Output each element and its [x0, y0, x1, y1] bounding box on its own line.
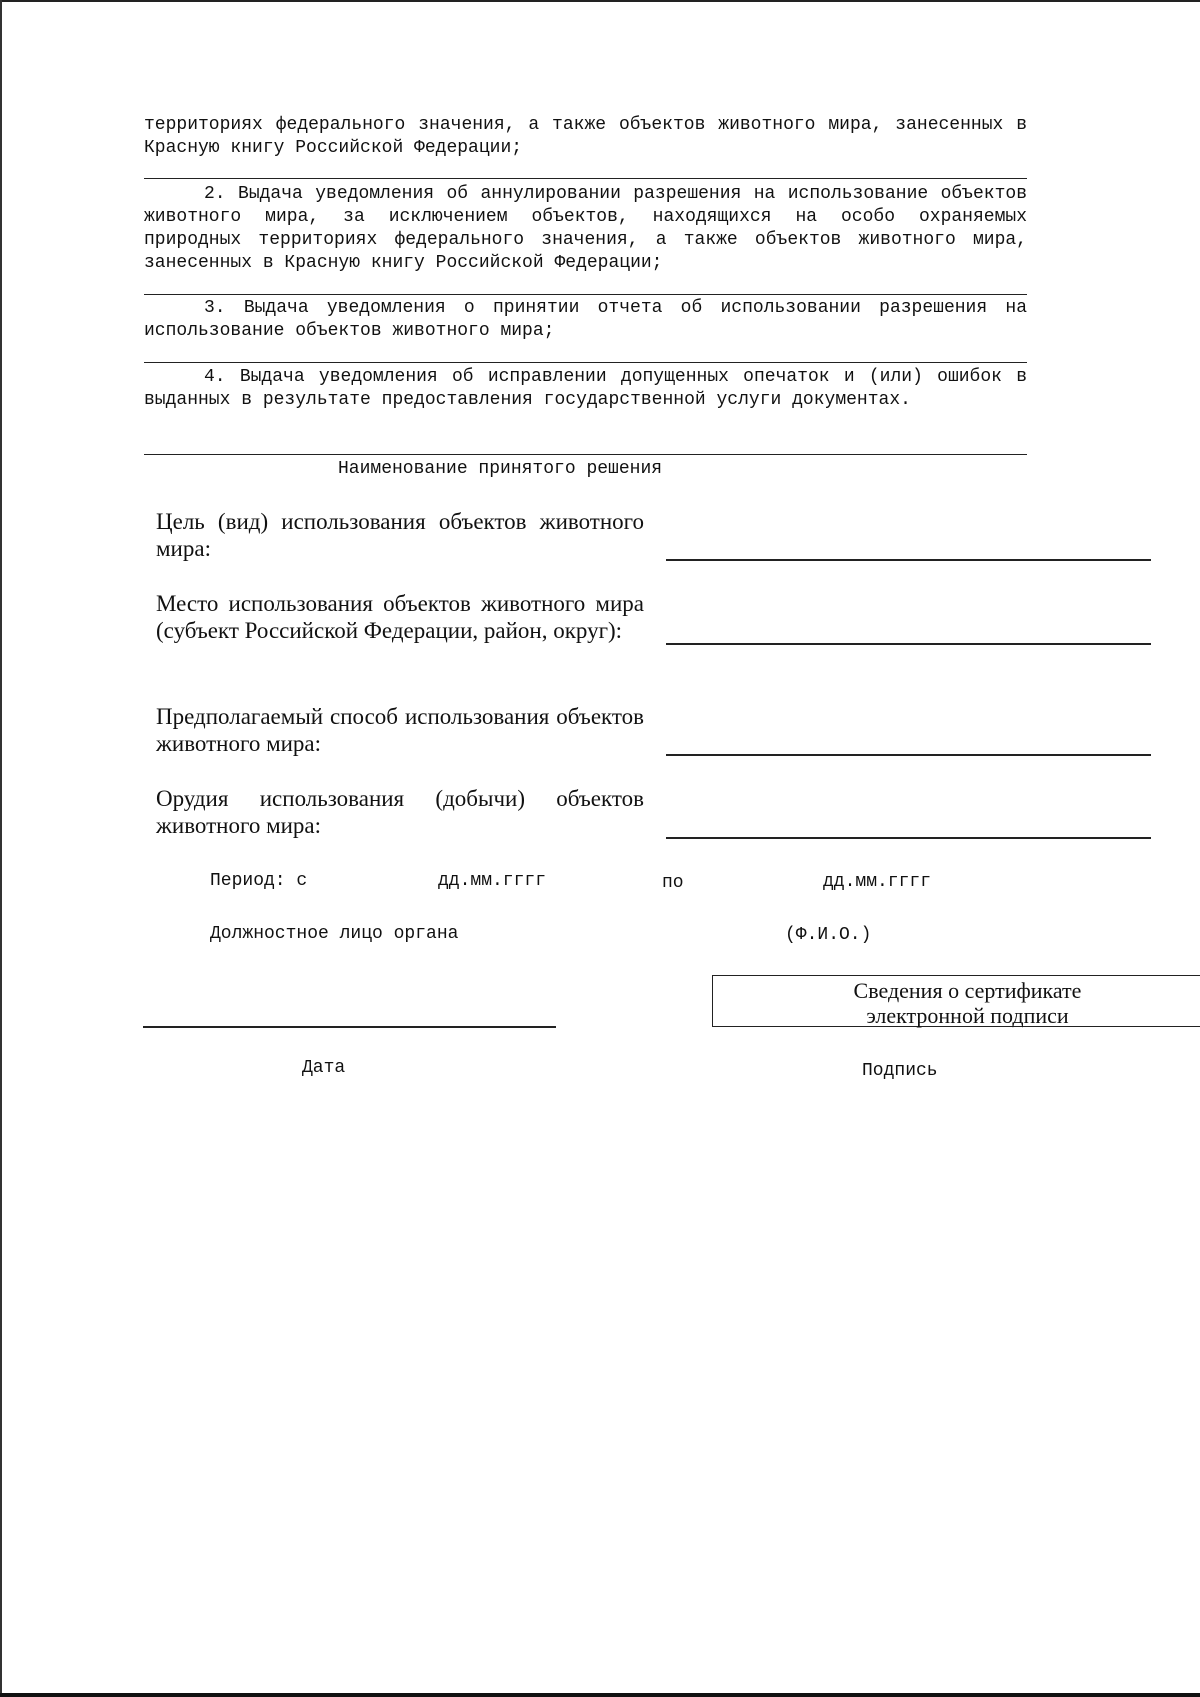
field-label-purpose: Цель (вид) использования объектов животного мира: — [156, 509, 644, 561]
decision-divider — [144, 454, 1027, 455]
period-from-date[interactable]: дд.мм.гггг — [438, 871, 547, 891]
official-name-placeholder: (Ф.И.О.) — [785, 925, 872, 945]
scan-border-left — [0, 0, 2, 1697]
signature-certificate-box — [712, 975, 1200, 1027]
official-label: Должностное лицо органа — [210, 924, 459, 944]
certificate-line-2: электронной подписи — [866, 1003, 1069, 1028]
decision-divider — [144, 294, 1027, 295]
scan-border-top — [0, 0, 1200, 2]
period-label: Период: с — [210, 871, 308, 891]
decision-1-continuation: территориях федерального значения, а также объектов животного мира, занесенных в Красную книгу Российской Федерации; — [144, 115, 1027, 158]
period-to-label: по — [662, 873, 684, 893]
scan-border-bottom — [0, 1693, 1200, 1697]
decision-item-2: 2. Выдача уведомления об аннулировании разрешения на использование объектов животного мира, за исключением объектов, находящихся на особо охраняемых природных территориях федерального значения, а также объектов животного мира, занесенных в Красную книгу Российской Федерации; — [144, 184, 1027, 273]
field-label-location: Место использования объектов животного мира (субъект Российской Федерации, район, округ): — [156, 591, 644, 643]
signature-label: Подпись — [862, 1061, 938, 1081]
decision-divider — [144, 362, 1027, 363]
field-input-location[interactable] — [666, 643, 1151, 645]
decision-divider — [144, 178, 1027, 179]
field-input-method[interactable] — [666, 754, 1151, 756]
date-label: Дата — [302, 1058, 346, 1078]
field-label-method: Предполагаемый способ использования объектов животного мира: — [156, 704, 644, 756]
decision-item-3: 3. Выдача уведомления о принятии отчета об использовании разрешения на использование объектов животного мира; — [144, 298, 1027, 341]
period-to-date[interactable]: дд.мм.гггг — [823, 872, 932, 892]
field-input-tools[interactable] — [666, 837, 1151, 839]
field-input-purpose[interactable] — [666, 559, 1151, 561]
field-label-tools: Орудия использования (добычи) объектов животного мира: — [156, 786, 644, 838]
decision-caption: Наименование принятого решения — [338, 459, 663, 479]
date-line[interactable] — [143, 1026, 556, 1028]
certificate-line-1: Сведения о сертификате — [853, 978, 1082, 1003]
decision-item-4: 4. Выдача уведомления об исправлении допущенных опечаток и (или) ошибок в выданных в результате предоставления государственной услуги документах. — [144, 367, 1027, 410]
